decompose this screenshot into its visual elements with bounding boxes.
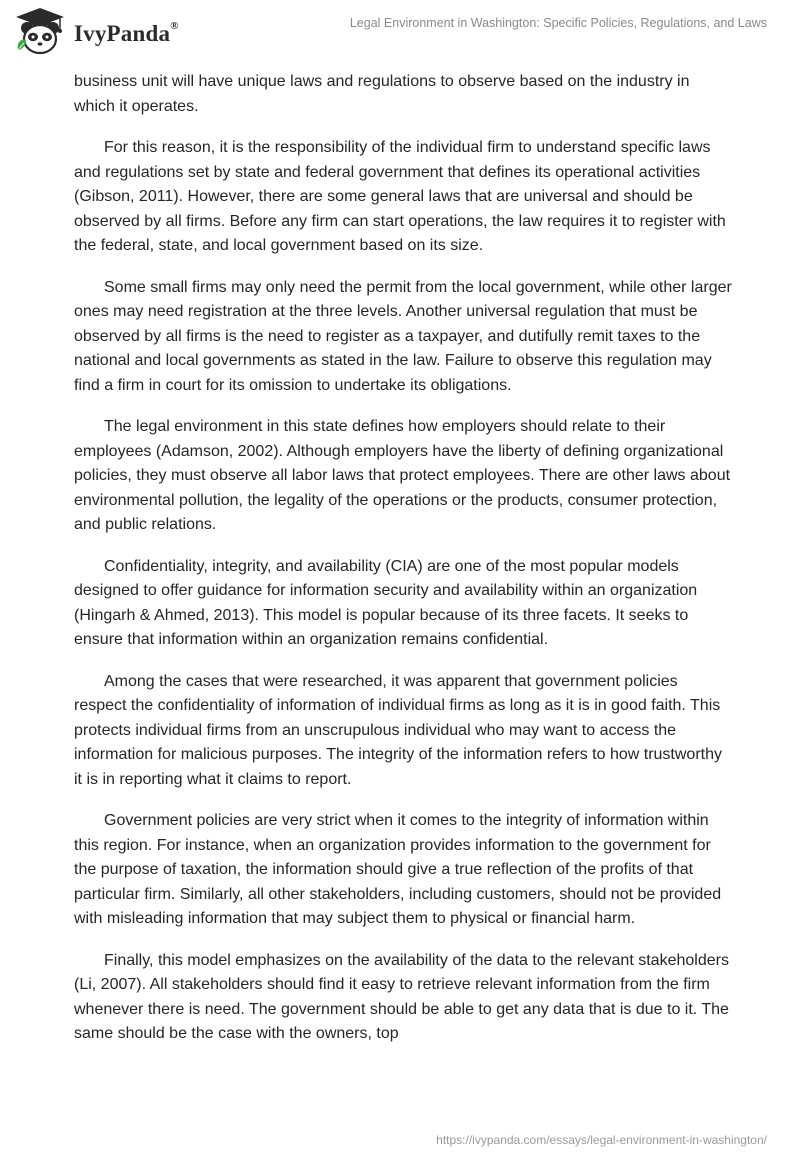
brand-name: IvyPanda®: [74, 20, 179, 46]
paragraph: Confidentiality, integrity, and availability (CIA) are one of the most popular models designed to offer guidance for information security and availability within an organization (Hingarh & Ahmed, 2013). This model is popular because of its three facets. It seeks to ensure that information within an organization remains confidential.: [74, 557, 698, 648]
paragraph: Among the cases that were researched, it was apparent that government policies respect the confidentiality of information of individual firms as long as it is in good faith. This protects individual firms from an unscrupulous individual who may want to access the information for malicious purposes. The integrity of the information refers to how trustworthy it is in reporting what it claims to report.: [74, 672, 722, 788]
paragraph: Some small firms may only need the permit from the local government, while other larger ones may need registration at the three levels. Another universal regulation that must be observed by all firms is the need to register as a taxpayer, and dutifully remit taxes to the national and local governments as stated in the law. Failure to observe this regulation may find a firm in court for its omission to undertake its obligations.: [74, 278, 732, 394]
document-title: Legal Environment in Washington: Specific Policies, Regulations, and Laws: [349, 16, 767, 30]
panda-graduate-icon: [14, 6, 66, 56]
essay-body: [74, 70, 734, 1064]
registered-mark: ®: [170, 20, 179, 33]
paragraph: Finally, this model emphasizes on the availability of the data to the relevant stakeholders (Li, 2007). All stakeholders should find it easy to retrieve relevant information from the firm whenever there is need. The government should be able to get any data that is due to it. The same should be the case with the owners, top: [74, 951, 729, 1042]
paragraph: business unit will have unique laws and regulations to observe based on the industry in which it operates.: [74, 73, 690, 115]
source-url-link[interactable]: https://ivypanda.com/essays/legal-environment-in-washington/: [436, 1133, 767, 1147]
ivypanda-logo[interactable]: [14, 6, 204, 56]
paragraph: Government policies are very strict when it comes to the integrity of information within this region. For instance, when an organization provides information to the government for the purpose of taxation, the information should give a true reflection of the profits of that particular firm. Similarly, all other stakeholders, including customers, should not be provided with misleading information that may subject them to physical or financial harm.: [74, 812, 722, 927]
paragraph: For this reason, it is the responsibility of the individual firm to understand specific laws and regulations set by state and federal government that defines its operational activities (Gibson, 2011). However, there are some general laws that are universal and should be observed by all firms. Before any firm can start operations, the law requires it to register with the federal, state, and local government based on its size.: [74, 139, 726, 254]
page-header: [0, 0, 800, 64]
paragraph: The legal environment in this state defines how employers should relate to their employees (Adamson, 2002). Although employers have the liberty of defining organizational policies, they must observe all labor laws that protect employees. There are other laws about environmental pollution, the legality of the operations or the products, consumer protection, and public relations.: [74, 418, 731, 533]
